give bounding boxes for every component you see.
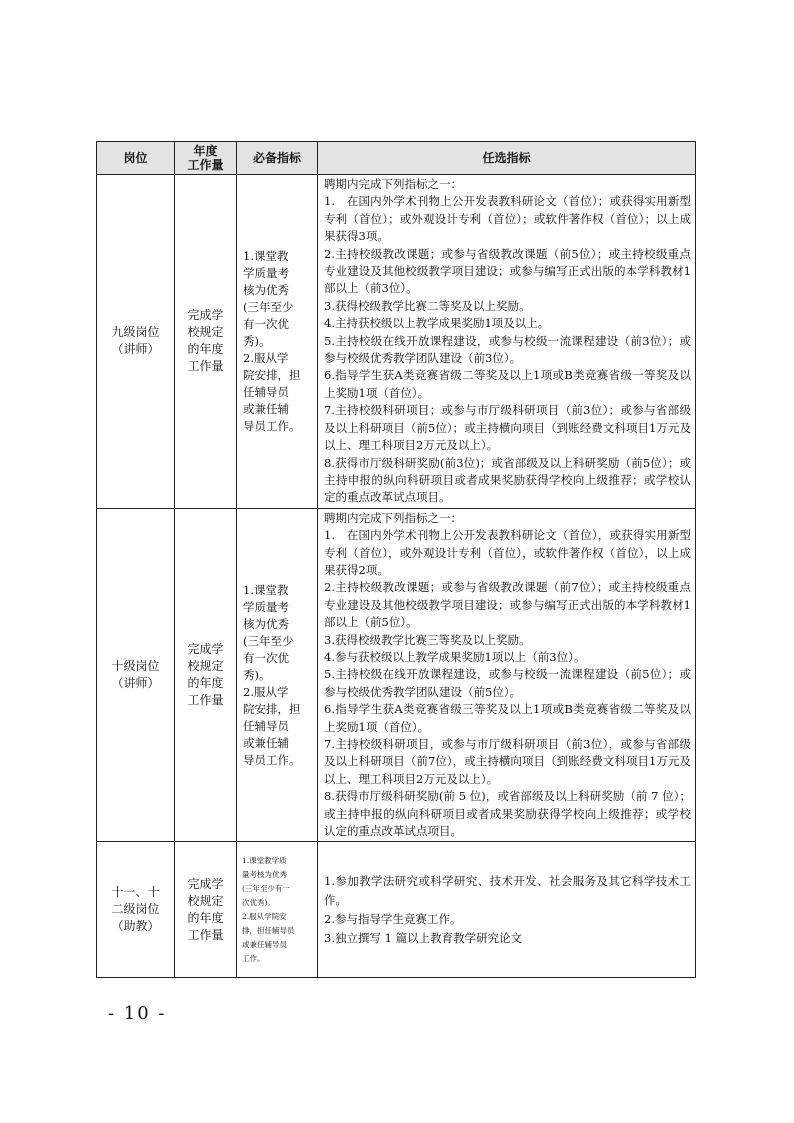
optional-item: 1. 在国内外学术刊物上公开发表教科研论文（首位），或获得实用新型专利（首位），或外观设计专利（首位），或软件著作权（首位），以上成果获得2项。 [324, 528, 691, 577]
required-cell: 1.课堂教学质 量考核为优秀 (三年至少有一 次优秀)。 2.服从学院安 排，担任辅导员 或兼任辅导员 工作。 [237, 842, 318, 978]
optional-item: 1.参加教学法研究或科学研究、技术开发、社会服务及其它科学技术工作。 [324, 873, 691, 907]
page-number: - 10 - [108, 1003, 167, 1024]
table-row-grade10 [97, 508, 696, 842]
header-post: 岗位 [97, 142, 175, 175]
optional-cell [318, 842, 696, 978]
optional-cell [318, 175, 696, 509]
optional-intro: 聘期内完成下列指标之一： [324, 510, 462, 525]
optional-item: 8.获得市厅级科研奖励(前 5 位)，或省部级及以上科研奖励（前 7 位）；或主持申报的纵向科研项目或者成果奖励获得学校向上级推荐；或学校认定的重点改革试点项目。 [324, 789, 691, 839]
optional-item: 2.主持校级教改课题；或参与省级教改课题（前5位）；或主持校级重点专业建设及其他校级教学项目建设；或参与编写正式出版的本学科教材1部以上（前3位）。 [324, 246, 691, 296]
optional-item: 1. 在国内外学术刊物上公开发表教科研论文（首位）；或获得实用新型专利（首位）；或外观设计专利（首位）；或软件著作权（首位）；以上成果获得3项。 [324, 194, 691, 244]
optional-item: 3.获得校级教学比赛二等奖及以上奖励。 [324, 298, 531, 313]
workload-cell: 完成学 校规定 的年度 工作量 [175, 175, 237, 509]
optional-item: 4.主持获校级以上教学成果奖励1项及以上。 [324, 316, 550, 331]
post-cell: 十级岗位 （讲师） [97, 508, 175, 842]
optional-item: 8.获得市厅级科研奖励(前3位)；或省部级及以上科研奖励（前5位）；或主持申报的纵向科研项目或者成果奖励获得学校向上级推荐；或学校认定的重点改革试点项目。 [324, 455, 691, 505]
optional-item: 6.指导学生获A类竞赛省级三等奖及以上1项或B类竞赛省级二等奖及以上奖励1项（首位）。 [324, 702, 691, 734]
workload-cell: 完成学 校规定 的年度 工作量 [175, 508, 237, 842]
position-criteria-table [96, 141, 696, 978]
required-cell: 1.课堂教 学质量考 核为优秀 (三年至少 有一次优 秀)。 2.服从学 院安排，担 任辅导员 或兼任辅 导员工作。 [237, 175, 318, 509]
optional-item: 2.主持校级教改课题；或参与省级教改课题（前7位）；或主持校级重点专业建设及其他校级教学项目建设；或参与编写正式出版的本学科教材1部以上（前5位）。 [324, 580, 691, 630]
post-cell: 十一、十 二级岗位 （助教） [97, 842, 175, 978]
optional-item: 3.独立撰写 1 篇以上教育教学研究论文 [324, 930, 523, 945]
optional-item: 3.获得校级教学比赛三等奖及以上奖励。 [324, 632, 531, 647]
optional-item: 7.主持校级科研项目；或参与市厅级科研项目（前3位）；或参与省部级及以上科研项目（前5位）；或主持横向项目（到账经费文科项目1万元及以上、理工科项目2万元及以上）。 [324, 403, 691, 453]
optional-item: 7.主持校级科研项目，或参与市厅级科研项目（前3位），或参与省部级及以上科研项目（前7位），或主持横向项目（到账经费文科项目1万元及以上、理工科项目2万元及以上）。 [324, 737, 691, 786]
table-row-grade9 [97, 175, 696, 509]
header-optional: 任选指标 [318, 142, 696, 175]
header-required: 必备指标 [237, 142, 318, 175]
optional-item: 6.指导学生获A类竞赛省级二等奖及以上1项或B类竞赛省级一等奖及以上奖励1项（首位）。 [324, 368, 691, 400]
optional-item: 4.参与获校级以上教学成果奖励1项以上（前3位）。 [324, 649, 586, 664]
required-cell: 1.课堂教 学质量考 核为优秀 (三年至少 有一次优 秀)。 2.服从学 院安排，担 任辅导员 或兼任辅 导员工作。 [237, 508, 318, 842]
optional-item: 2.参与指导学生竞赛工作。 [324, 911, 462, 926]
table-header-row [97, 142, 696, 175]
header-workload: 年度 工作量 [175, 142, 237, 175]
optional-item: 5.主持校级在线开放课程建设，或参与校级一流课程建设（前3位）；或参与校级优秀教学团队建设（前3位）。 [324, 333, 691, 366]
table-row-grade11-12 [97, 842, 696, 978]
optional-item: 5.主持校级在线开放课程建设，或参与校级一流课程建设（前5位）；或参与校级优秀教学团队建设（前5位）。 [324, 667, 691, 699]
optional-intro: 聘期内完成下列指标之一： [324, 177, 462, 191]
optional-cell [318, 508, 696, 842]
workload-cell: 完成学 校规定 的年度 工作量 [175, 842, 237, 978]
post-cell: 九级岗位 （讲师） [97, 175, 175, 509]
